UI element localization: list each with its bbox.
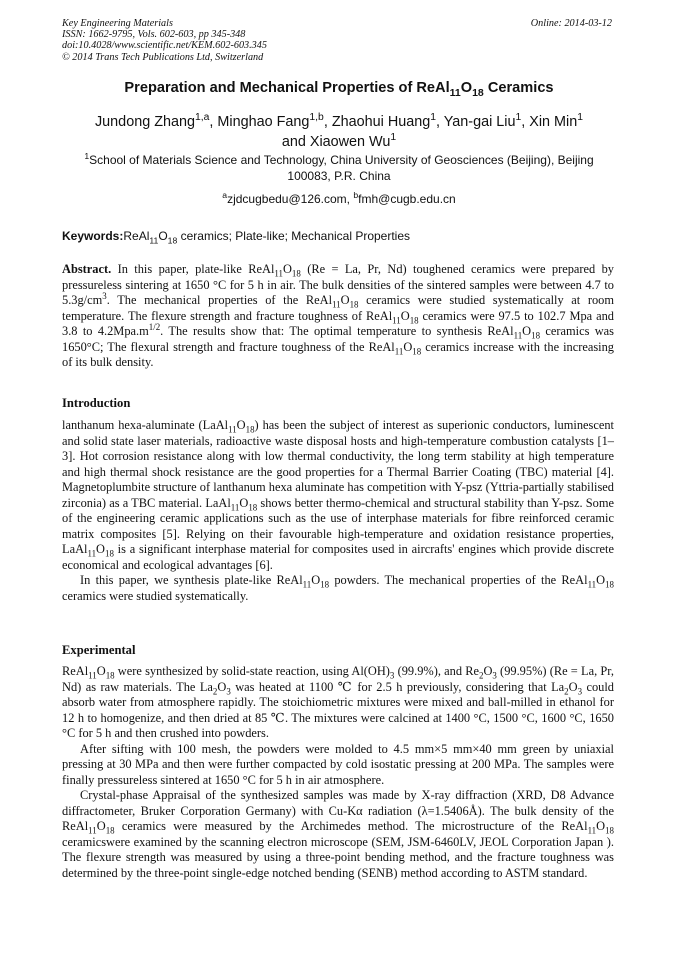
journal-name: Key Engineering Materials [62, 18, 173, 29]
abstract: Abstract. In this paper, plate-like $ReAl_{11}O_{18}$ (Re = La, Pr, Nd) toughened ceramics were prepared by pressureless sintering at 1650 °C for 5 h in air. The bulk densities of the sintered samples were between 4.7 to $5.3g/cm^3$. The mechanical properties of the $ReAl_{11}O_{18}$ ceramics were studied systematically at room temperature. The flexure strength and fracture toughness of $ReAl_{11}O_{18}$ ceramics were 97.5 to 102.7 Mpa and 3.8 to $4.2Mpa.m^{1/2}$. The results show that: The optimal temperature to synthesis $ReAl_{11}O_{18}$ ceramics was 1650°C; The flexural strength and fracture toughness of the $ReAl_{11}O_{18}$ ceramics increase with the increasing of its bulk density. [62, 262, 615, 369]
author-emails: $^a$zjdcugbedu@126.com, $^b$fmh@cugb.edu.cn [222, 190, 456, 206]
author-list: Jundong Zhang$^{1,a}$, Minghao Fang$^{1,b}$, Zhaohui Huang$^1$, Yan-gai Liu$^1$, Xin Min$^1$ and Xiaowen Wu$^1$ [94, 112, 583, 150]
journal-issn: ISSN: 1662-9795, Vols. 602-603, pp 345-348 [62, 29, 246, 41]
paper-title: Preparation and Mechanical Properties of $ReAl_{11}O_{18}$ Ceramics [124, 80, 554, 99]
keywords-label: Keywords: [62, 229, 124, 243]
journal-copyright: © 2014 Trans Tech Publications Ltd, Switzerland [62, 51, 264, 63]
abstract-label: Abstract. [62, 262, 112, 276]
section-heading-experimental: Experimental [62, 643, 136, 657]
email-link-a[interactable]: zjdcugbedu@126.com, [227, 192, 354, 206]
journal-header [62, 18, 267, 63]
introduction-body [62, 418, 614, 604]
exp-paragraph-2: After sifting with 100 mesh, the powders were molded to 4.5 mm×5 mm×40 mm green by uniaxial pressing at 30 MPa and then were further compacted by cold isostatic pressing at 200 MPa. The samples were finally pressureless sintered at 1650 °C for 5 h in air atmosphere. [62, 741, 614, 787]
section-heading-introduction: Introduction [62, 396, 131, 410]
intro-paragraph-2: In this paper, we synthesis plate-like $ReAl_{11}O_{18}$ powders. The mechanical properties of the $ReAl_{11}O_{18}$ ceramics were studied systematically. [62, 573, 614, 603]
email-link-b[interactable]: fmh@cugb.edu.cn [358, 192, 456, 206]
online-date: Online: 2014-03-12 [530, 18, 612, 29]
keywords: $Keywords:ReAl_{11}O_{18}$ ceramics; Plate-like; Mechanical Properties [62, 229, 411, 246]
exp-paragraph-1: $ReAl_{11}O_{18}$ were synthesized by solid-state reaction, using $Al(OH)_3$ (99.9%), and $Re_2O_3$ (99.95%) (Re = La, Pr, Nd) as raw materials. The $La_2O_3$ was heated at 1100 ℃ for 2.5 h previously, considering that $La_2O_3$ could absorb water from atmosphere rapidly. The stoichiometric mixtures were mixed and ball-milled in ethanol for 12 h to homogenize, and then dried at 85 ℃. The mixtures were calcined at 1400 °C, 1500 °C, 1600 °C, 1650 °C for 5 h and then crushed into powders. [62, 664, 614, 740]
journal-doi: doi:10.4028/www.scientific.net/KEM.602-603.345 [62, 40, 267, 52]
intro-paragraph-1: lanthanum hexa-aluminate $(LaAl_{11}O_{18})$ has been the subject of interest as superionic conductors, luminescent and solid state laser materials, radioactive waste disposal hosts and high-temperature combustion catalysts [1–3]. Hot corrosion resistance along with low thermal conductivity, the long term stability at high temperature and high thermal shock resistance are the good properties for a Thermal Barrier Coating (TBC) material [4]. Magnetoplumbite structure of lanthanum hexa aluminate has competition with Y-psz (Yttria-partially stabilised zirconia) as a TBC material. $LaAl_{11}O_{18}$ shows better thermo-chemical and structural stability than Y-psz. Some of the engineering ceramic applications such as the use of interphase materials for fibre reinforced ceramic matrix composites [5]. Relying on their favourable high-temperature and oxidation resistance properties, $LaAl_{11}O_{18}$ is a significant interphase material for composites used in aircrafts' engines which provide discrete economical and ecological advantages [6]. [62, 418, 614, 572]
experimental-body [62, 664, 614, 881]
affiliation: $^1$School of Materials Science and Technology, China University of Geosciences (Beijing), Beijing 100083, P.R. China [84, 151, 594, 183]
exp-paragraph-3: Crystal-phase Appraisal of the synthesized samples was made by X-ray diffraction (XRD, D8 Advance diffractometer, Bruker Corporation Germany) with Cu-Kα radiation (λ=1.5406Å). The bulk density of the $ReAl_{11}O_{18}$ ceramics were measured by the Archimedes method. The microstructure of the $ReAl_{11}O_{18}$ ceramicswere examined by the scanning electron microscope (SEM, JSM-6460LV, JEOL Corporation Japan ). The flexure strength was measured by using a three-point bending method, and the fracture toughness was determined by the three-point single-edge notched bending (SENB) method according to ASTM standard. [62, 788, 614, 880]
